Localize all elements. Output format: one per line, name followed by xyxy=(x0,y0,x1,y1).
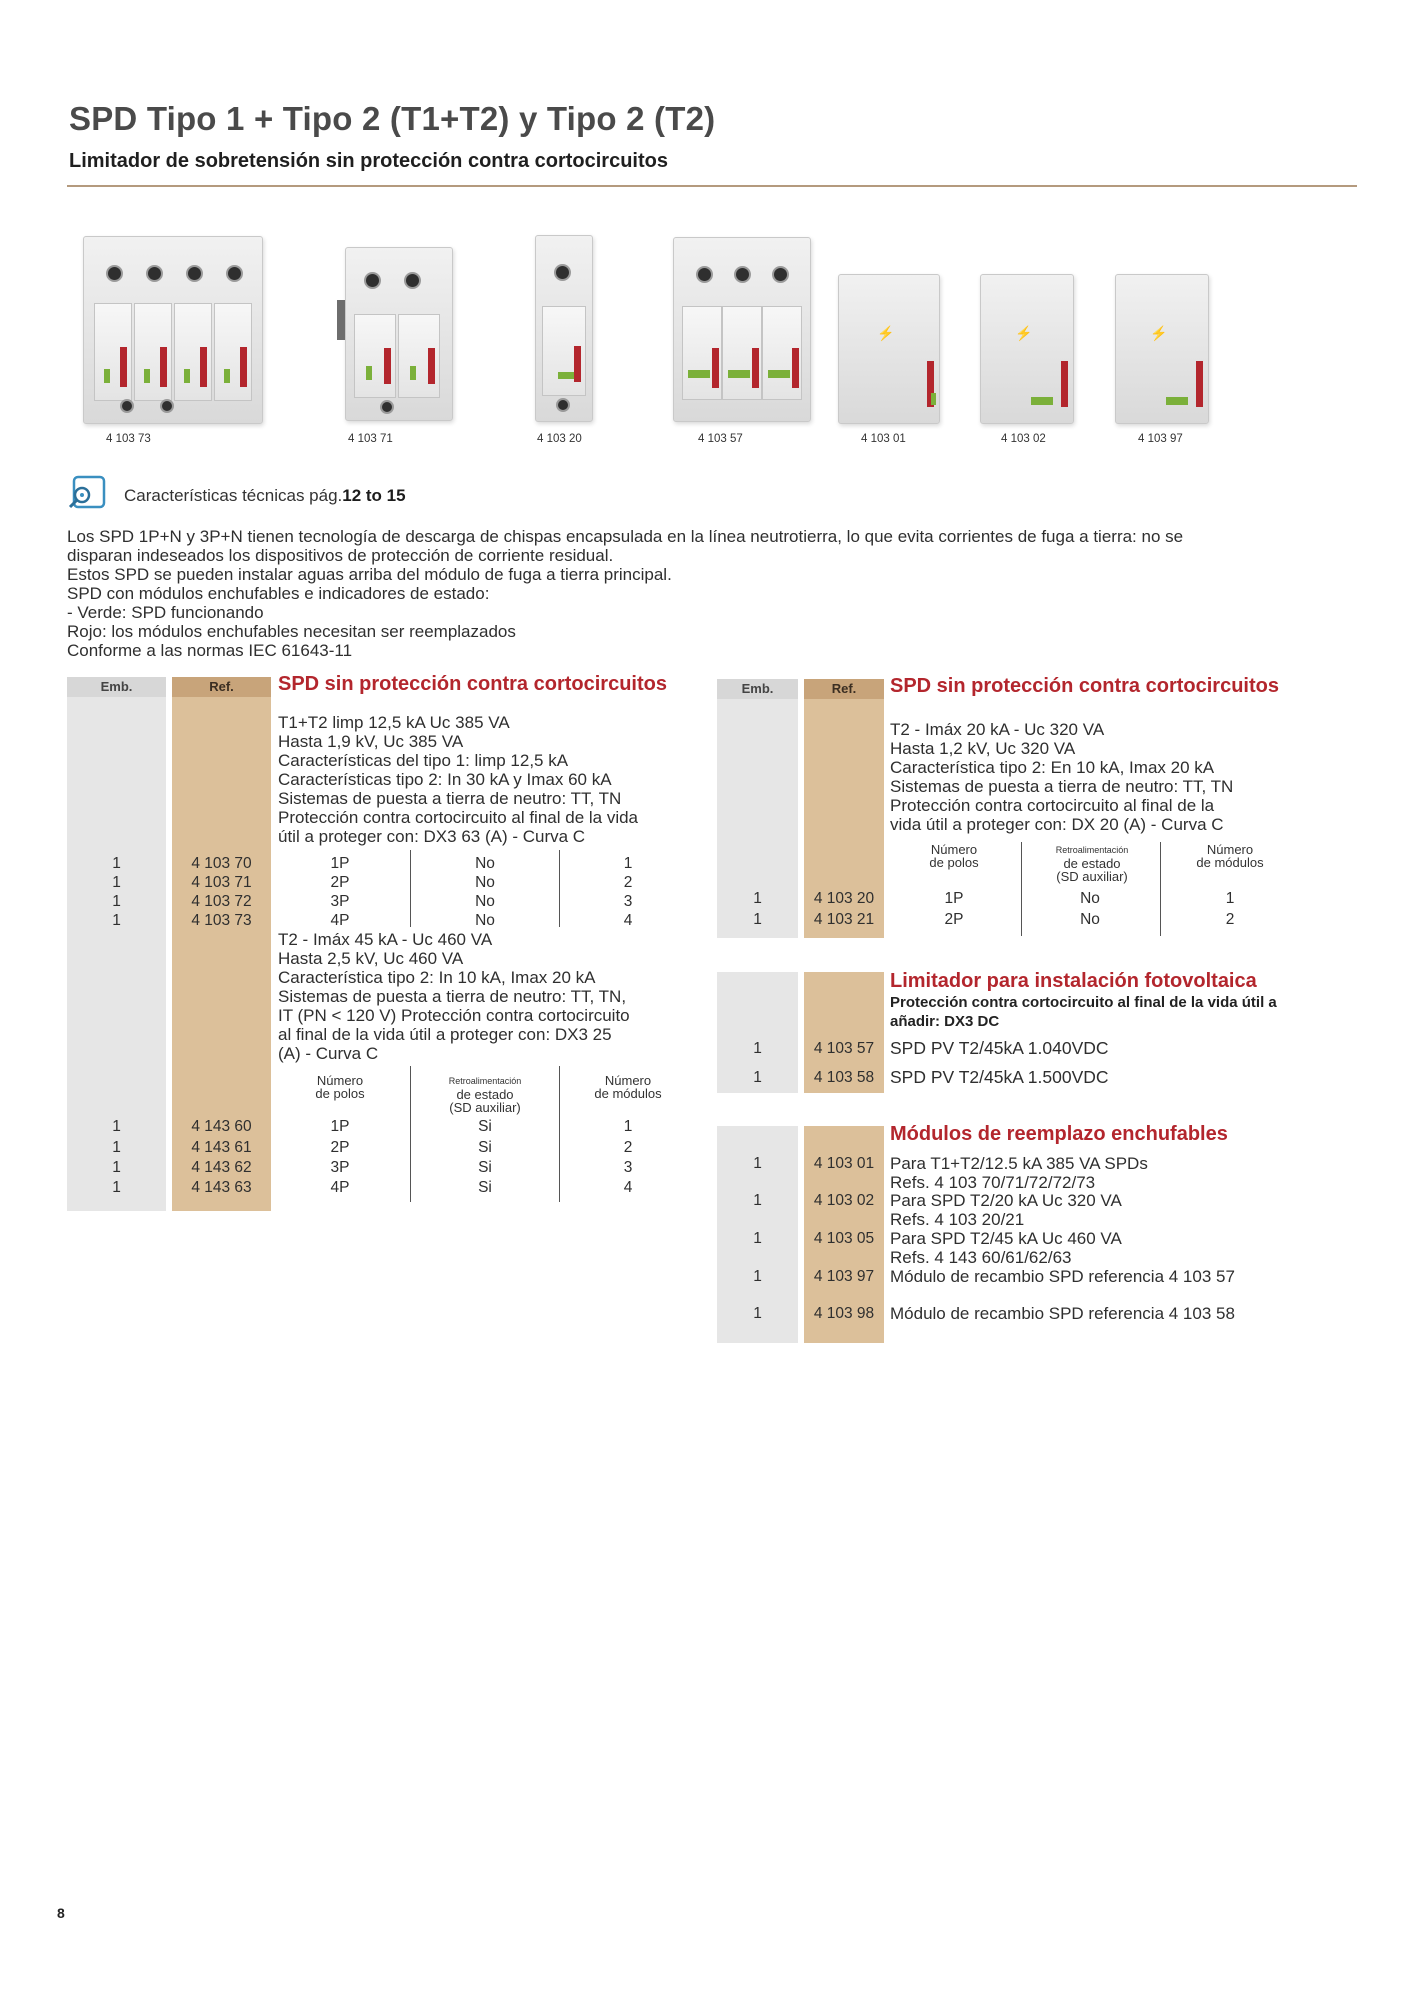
desc-cell xyxy=(890,1229,1122,1267)
desc-line: útil a proteger con: DX3 63 (A) - Curva C xyxy=(278,827,586,846)
spd-1-pole-device-image xyxy=(535,235,593,422)
block1-description xyxy=(278,713,638,846)
poles-cell: 1P xyxy=(330,1118,350,1135)
feedback-col-header xyxy=(1032,844,1152,883)
header-line: de polos xyxy=(929,855,979,870)
header-line: Número xyxy=(930,842,978,857)
emb-cell: 1 xyxy=(753,1268,762,1285)
modules-cell: 4 xyxy=(623,1179,633,1196)
desc-line: Característica tipo 2: In 10 kA, Imax 20 kA xyxy=(278,968,596,987)
page-number: 8 xyxy=(57,1905,65,1921)
ref-header: Ref. xyxy=(804,679,884,699)
intro-line: Conforme a las normas IEC 61643-11 xyxy=(67,641,353,660)
ref-cell: 4 103 05 xyxy=(813,1230,875,1247)
poles-cell: 1P xyxy=(944,890,964,907)
header-line: (SD auxiliar) xyxy=(1056,869,1128,884)
intro-line: - Verde: SPD funcionando xyxy=(67,603,264,622)
poles-cell: 3P xyxy=(330,893,350,910)
desc-cell: SPD PV T2/45kA 1.040VDC xyxy=(890,1038,1109,1058)
emb-cell: 1 xyxy=(753,1192,762,1209)
product-ref-caption: 4 103 01 xyxy=(861,433,906,445)
ref-cell: 4 103 98 xyxy=(813,1305,875,1322)
ref-cell: 4 103 58 xyxy=(813,1069,875,1086)
replacement-module-image-3: ⚡ xyxy=(1115,274,1209,424)
ref-cell: 4 103 21 xyxy=(813,911,875,928)
column-divider xyxy=(559,1066,560,1202)
poles-cell: 2P xyxy=(330,1139,350,1156)
desc-line: Protección contra cortocircuito al final de la vida xyxy=(278,808,639,827)
header-line: Retroalimentación xyxy=(448,1076,522,1086)
desc-line: T2 - Imáx 20 kA - Uc 320 VA xyxy=(890,720,1105,739)
intro-text xyxy=(67,527,1327,660)
desc-line: Sistemas de puesta a tierra de neutro: TT, TN, xyxy=(278,987,627,1006)
desc-line: Protección contra cortocircuito al final de la xyxy=(890,796,1215,815)
modules-cell: 2 xyxy=(623,1139,633,1156)
poles-cell: 2P xyxy=(330,874,350,891)
ref-cell: 4 143 62 xyxy=(191,1159,252,1176)
technical-characteristics-icon xyxy=(68,475,106,511)
ref-cell: 4 103 73 xyxy=(191,912,252,929)
block2-description xyxy=(278,930,630,1063)
column-divider xyxy=(410,1066,411,1202)
emb-header: Emb. xyxy=(67,677,166,697)
desc-line: Para SPD T2/20 kA Uc 320 VA xyxy=(890,1191,1122,1210)
tech-ref-pages: 12 to 15 xyxy=(342,486,406,505)
emb-cell: 1 xyxy=(112,893,121,910)
poles-cell: 3P xyxy=(330,1159,350,1176)
desc-cell: SPD PV T2/45kA 1.500VDC xyxy=(890,1067,1109,1087)
feedback-cell: Si xyxy=(478,1159,492,1176)
emb-cell: 1 xyxy=(112,1179,121,1196)
right-description xyxy=(890,720,1233,834)
modules-cell: 3 xyxy=(623,1159,633,1176)
intro-line: SPD con módulos enchufables e indicadores de estado: xyxy=(67,584,490,603)
ref-cell: 4 143 60 xyxy=(191,1118,252,1135)
desc-cell xyxy=(890,1304,1235,1323)
product-ref-caption: 4 103 97 xyxy=(1138,433,1183,445)
emb-cell: 1 xyxy=(753,1230,762,1247)
column-divider xyxy=(559,850,560,927)
poles-col-header xyxy=(300,1074,380,1100)
poles-cell: 4P xyxy=(330,912,350,929)
column-divider xyxy=(1021,842,1022,936)
emb-cell: 1 xyxy=(112,874,121,891)
tech-ref-label: Características técnicas pág. xyxy=(124,486,343,505)
feedback-cell: No xyxy=(475,855,495,872)
ref-cell: 4 103 72 xyxy=(191,893,252,910)
subtitle-line: añadir: DX3 DC xyxy=(890,1013,1000,1030)
desc-line: T2 - Imáx 45 kA - Uc 460 VA xyxy=(278,930,493,949)
replacement-module-image-2: ⚡ xyxy=(980,274,1074,424)
desc-line: Para SPD T2/45 kA Uc 460 VA xyxy=(890,1229,1122,1248)
spd-pv-device-image xyxy=(673,237,811,422)
desc-cell xyxy=(890,1267,1235,1286)
header-divider xyxy=(67,185,1357,187)
ref-cell: 4 103 01 xyxy=(813,1155,875,1172)
feedback-cell: Si xyxy=(478,1179,492,1196)
modules-cell: 3 xyxy=(623,893,633,910)
modules-cell: 1 xyxy=(623,855,633,872)
emb-cell: 1 xyxy=(753,1305,762,1322)
desc-line: al final de la vida útil a proteger con: DX3 25 xyxy=(278,1025,612,1044)
desc-line: IT (PN < 120 V) Protección contra cortocircuito xyxy=(278,1006,630,1025)
replacement-module-image-1: ⚡ xyxy=(838,274,940,424)
header-line: (SD auxiliar) xyxy=(449,1100,521,1115)
emb-cell: 1 xyxy=(112,912,121,929)
desc-line: T1+T2 limp 12,5 kA Uc 385 VA xyxy=(278,713,510,732)
desc-line: (A) - Curva C xyxy=(278,1044,379,1063)
modules-cell: 2 xyxy=(623,874,633,891)
modules-col-header xyxy=(1180,843,1280,869)
intro-line: Los SPD 1P+N y 3P+N tienen tecnología de descarga de chispas encapsulada en la línea neutrotierra, lo que evita corrientes de fuga a tierra: no se xyxy=(67,527,1184,546)
header-line: Retroalimentación xyxy=(1055,845,1129,855)
desc-line: Refs. 4 103 20/21 xyxy=(890,1210,1025,1229)
modules-col-header xyxy=(578,1074,678,1100)
subtitle-line: Protección contra cortocircuito al final de la vida útil a xyxy=(890,994,1277,1011)
spd-2-pole-device-image xyxy=(345,247,453,421)
ref-cell: 4 103 70 xyxy=(191,855,252,872)
modules-cell: 2 xyxy=(1225,911,1235,928)
product-ref-caption: 4 103 57 xyxy=(698,433,743,445)
emb-cell: 1 xyxy=(753,1155,762,1172)
desc-line: Refs. 4 103 70/71/72/72/73 xyxy=(890,1173,1096,1192)
intro-line: Rojo: los módulos enchufables necesitan ser reemplazados xyxy=(67,622,516,641)
din-clip xyxy=(337,300,345,340)
desc-line: Sistemas de puesta a tierra de neutro: TT, TN xyxy=(278,789,622,808)
pv-subtitle xyxy=(890,993,1277,1031)
emb-cell: 1 xyxy=(753,890,762,907)
modules-cell: 1 xyxy=(1225,890,1235,907)
modules-cell: 4 xyxy=(623,912,633,929)
desc-line: Hasta 2,5 kV, Uc 460 VA xyxy=(278,949,464,968)
left-section-title: SPD sin protección contra cortocircuitos xyxy=(278,673,667,695)
ref-header: Ref. xyxy=(172,677,271,697)
emb-cell: 1 xyxy=(753,1069,762,1086)
desc-line: vida útil a proteger con: DX 20 (A) - Curva C xyxy=(890,815,1224,834)
technical-characteristics-link[interactable] xyxy=(124,486,406,506)
product-ref-caption: 4 103 71 xyxy=(348,433,393,445)
ref-cell: 4 103 57 xyxy=(813,1040,875,1057)
emb-cell: 1 xyxy=(753,1040,762,1057)
desc-cell xyxy=(890,1191,1122,1229)
header-line: Número xyxy=(1206,842,1254,857)
right-section-title: SPD sin protección contra cortocircuitos xyxy=(890,675,1279,697)
emb-cell: 1 xyxy=(112,1139,121,1156)
feedback-cell: Si xyxy=(478,1139,492,1156)
ref-cell: 4 103 02 xyxy=(813,1192,875,1209)
intro-line: Estos SPD se pueden instalar aguas arriba del módulo de fuga a tierra principal. xyxy=(67,565,672,584)
emb-cell: 1 xyxy=(112,1118,121,1135)
desc-line: Características del tipo 1: limp 12,5 kA xyxy=(278,751,569,770)
desc-line: Sistemas de puesta a tierra de neutro: TT, TN xyxy=(890,777,1234,796)
desc-line: Módulo de recambio SPD referencia 4 103 57 xyxy=(890,1267,1235,1286)
page-title: SPD Tipo 1 + Tipo 2 (T1+T2) y Tipo 2 (T2) xyxy=(69,100,716,137)
feedback-cell: No xyxy=(1080,890,1100,907)
emb-cell: 1 xyxy=(753,911,762,928)
desc-line: Característica tipo 2: En 10 kA, Imax 20 kA xyxy=(890,758,1215,777)
desc-cell xyxy=(890,1154,1148,1192)
emb-cell: 1 xyxy=(112,855,121,872)
desc-line: Hasta 1,9 kV, Uc 385 VA xyxy=(278,732,464,751)
emb-cell: 1 xyxy=(112,1159,121,1176)
feedback-col-header xyxy=(425,1075,545,1114)
desc-line: Hasta 1,2 kV, Uc 320 VA xyxy=(890,739,1076,758)
header-line: de polos xyxy=(315,1086,365,1101)
ref-cell: 4 143 61 xyxy=(191,1139,252,1156)
product-ref-caption: 4 103 20 xyxy=(537,433,582,445)
header-line: Número xyxy=(316,1073,364,1088)
intro-line: disparan indeseados los dispositivos de protección de corriente residual. xyxy=(67,546,614,565)
feedback-cell: Si xyxy=(478,1118,492,1135)
product-ref-caption: 4 103 73 xyxy=(106,433,151,445)
header-line: de módulos xyxy=(1196,855,1264,870)
feedback-cell: No xyxy=(475,874,495,891)
feedback-cell: No xyxy=(1080,911,1100,928)
product-ref-caption: 4 103 02 xyxy=(1001,433,1046,445)
desc-line: Características tipo 2: In 30 kA y Imax 60 kA xyxy=(278,770,612,789)
header-line: de estado xyxy=(456,1087,514,1102)
page-subtitle: Limitador de sobretensión sin protección contra cortocircuitos xyxy=(69,150,668,172)
ref-cell: 4 103 20 xyxy=(813,890,875,907)
emb-header: Emb. xyxy=(717,679,798,699)
desc-line: Refs. 4 143 60/61/62/63 xyxy=(890,1248,1072,1267)
modules-section-title: Módulos de reemplazo enchufables xyxy=(890,1123,1228,1145)
ref-cell: 4 103 71 xyxy=(191,874,252,891)
ref-cell: 4 143 63 xyxy=(191,1179,252,1196)
header-line: Número xyxy=(604,1073,652,1088)
feedback-cell: No xyxy=(475,912,495,929)
header-line: de estado xyxy=(1063,856,1121,871)
header-line: de módulos xyxy=(594,1086,662,1101)
column-divider xyxy=(410,850,411,927)
modules-cell: 1 xyxy=(623,1118,633,1135)
ref-cell: 4 103 97 xyxy=(813,1268,875,1285)
poles-cell: 1P xyxy=(330,855,350,872)
pv-section-title: Limitador para instalación fotovoltaica xyxy=(890,970,1257,992)
poles-col-header xyxy=(910,843,998,869)
poles-cell: 4P xyxy=(330,1179,350,1196)
desc-line: Para T1+T2/12.5 kA 385 VA SPDs xyxy=(890,1154,1148,1173)
feedback-cell: No xyxy=(475,893,495,910)
spd-4-pole-device-image xyxy=(83,236,263,424)
column-divider xyxy=(1160,842,1161,936)
poles-cell: 2P xyxy=(944,911,964,928)
desc-line: Módulo de recambio SPD referencia 4 103 58 xyxy=(890,1304,1235,1323)
